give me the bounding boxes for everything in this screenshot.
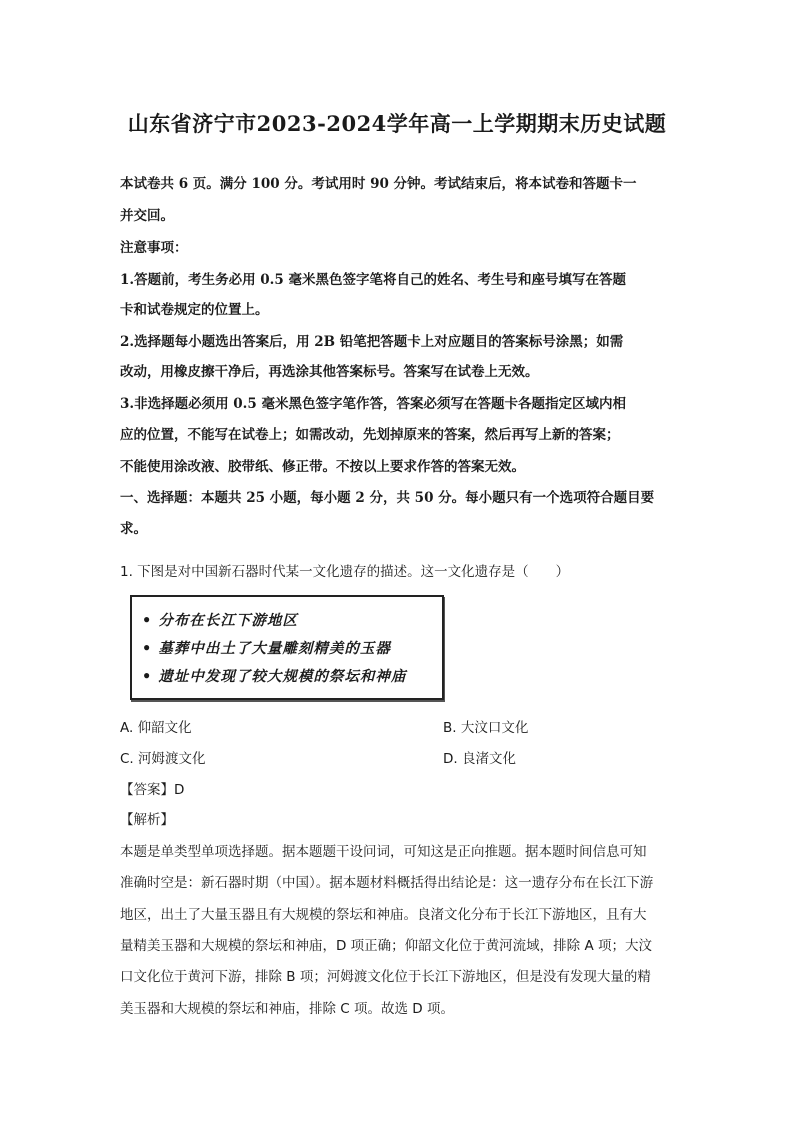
analysis-line: 地区，出土了大量玉器且有大规模的祭坛和神庙。良渚文化分布于长江下游地区，且有大: [120, 907, 647, 923]
notes-heading: 注意事项：: [120, 240, 188, 256]
note-line: 2.选择题每小题选出答案后，用 2B 铅笔把答题卡上对应题目的答案标号涂黑；如需: [120, 334, 624, 350]
note-line: 改动，用橡皮擦干净后，再选涂其他答案标号。答案写在试卷上无效。: [120, 364, 539, 380]
analysis-line: 量精美玉器和大规模的祭坛和神庙，D 项正确；仰韶文化位于黄河流域，排除 A 项；大汶: [120, 938, 653, 954]
document-title: 山东省济宁市2023-2024学年高一上学期期末历史试题: [127, 111, 667, 136]
analysis-line: 美玉器和大规模的祭坛和神庙，排除 C 项。故选 D 项。: [120, 1001, 454, 1017]
analysis-line: 准确时空是：新石器时期（中国）。据本题材料概括得出结论是：这一遗存分布在长江下游: [120, 875, 654, 891]
intro-line-2: 并交回。: [120, 208, 174, 224]
question-stem: 1. 下图是对中国新石器时代某一文化遗存的描述。这一文化遗存是（ ）: [120, 564, 570, 580]
material-box: [130, 595, 444, 700]
material-line: • 遗址中发现了较大规模的祭坛和神庙: [142, 668, 407, 685]
material-line: • 分布在长江下游地区: [142, 612, 298, 629]
option-b: B. 大汶口文化: [443, 720, 529, 736]
analysis-heading: 【解析】: [120, 812, 174, 828]
section-heading-line-2: 求。: [120, 521, 147, 537]
note-line: 不能使用涂改液、胶带纸、修正带。不按以上要求作答的答案无效。: [120, 459, 525, 475]
section-heading-line-1: 一、选择题：本题共 25 小题，每小题 2 分，共 50 分。每小题只有一个选项符合题目要: [120, 490, 655, 506]
answer-label: 【答案】D: [120, 782, 185, 798]
note-line: 卡和试卷规定的位置上。: [120, 302, 269, 318]
analysis-line: 口文化位于黄河下游，排除 B 项；河姆渡文化位于长江下游地区，但是没有发现大量的精: [120, 969, 651, 985]
intro-line-1: 本试卷共 6 页。满分 100 分。考试用时 90 分钟。考试结束后，将本试卷和答题卡一: [120, 176, 637, 192]
option-c: C. 河姆渡文化: [120, 751, 206, 767]
option-a: A. 仰韶文化: [120, 720, 192, 736]
note-line: 1.答题前，考生务必用 0.5 毫米黑色签字笔将自己的姓名、考生号和座号填写在答题: [120, 272, 626, 288]
note-line: 3.非选择题必须用 0.5 毫米黑色签字笔作答，答案必须写在答题卡各题指定区域内相: [120, 396, 626, 412]
analysis-line: 本题是单类型单项选择题。据本题题干设问词，可知这是正向推题。据本题时间信息可知: [120, 844, 647, 860]
material-line: • 墓葬中出土了大量雕刻精美的玉器: [142, 640, 391, 657]
note-line: 应的位置，不能写在试卷上；如需改动，先划掉原来的答案，然后再写上新的答案；: [120, 427, 620, 443]
option-d: D. 良渚文化: [443, 751, 516, 767]
